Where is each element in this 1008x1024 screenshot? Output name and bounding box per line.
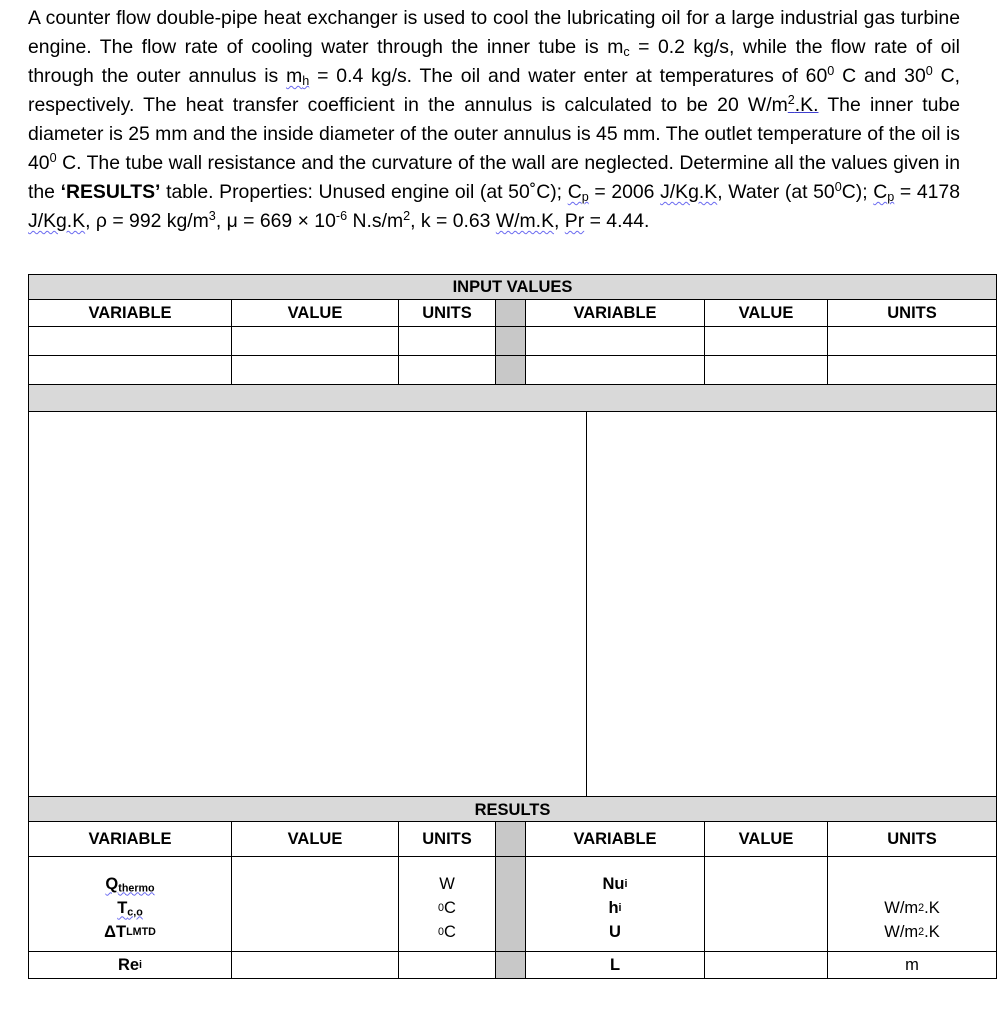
input-cell[interactable] [525, 326, 705, 356]
results-title: RESULTS [474, 801, 551, 819]
results-band [28, 796, 997, 822]
results-left-variables [28, 856, 232, 956]
results-right-units [827, 856, 997, 956]
result-var-nui: Nu i [602, 874, 628, 893]
input-header-variable-2: VARIABLE [525, 299, 705, 327]
input-cell[interactable] [28, 326, 232, 356]
results-header-row [28, 821, 997, 857]
input-cell[interactable] [398, 326, 496, 356]
input-cell[interactable] [827, 355, 997, 385]
separator-band [28, 384, 997, 412]
result-var-u: U [609, 922, 621, 941]
result-var-tco: $T_{c,o}$ [117, 898, 143, 919]
results-right-variables [525, 856, 705, 956]
results-body [28, 856, 997, 956]
input-values-band [28, 274, 997, 300]
input-header-variable: VARIABLE [28, 299, 232, 327]
result-var-l: L [525, 951, 705, 979]
results-header-units-2: UNITS [827, 821, 997, 857]
result-unit-degc-2: 0 C [438, 922, 456, 941]
results-last-row [28, 951, 997, 979]
input-header-units-2: UNITS [827, 299, 997, 327]
result-var-qthermo: $Q_{thermo}$ [105, 874, 155, 895]
result-unit-m: m [827, 951, 997, 979]
work-area-left[interactable] [28, 411, 587, 797]
result-unit-cell[interactable] [398, 951, 496, 979]
results-header-variable: VARIABLE [28, 821, 232, 857]
input-cell[interactable] [704, 326, 828, 356]
input-divider [495, 299, 526, 327]
result-unit-w: W [439, 874, 455, 893]
input-divider [495, 326, 526, 356]
result-var-dtlmtd: ΔT LMTD [104, 922, 156, 941]
input-cell[interactable] [525, 355, 705, 385]
results-header-value-2: VALUE [704, 821, 828, 857]
result-var-hi: h i [608, 898, 622, 917]
results-divider [495, 856, 526, 956]
results-header-variable-2: VARIABLE [525, 821, 705, 857]
input-cell[interactable] [704, 355, 828, 385]
problem-statement: A counter flow double-pipe heat exchanger is used to cool the lubricating oil for a large industrial gas turbine engine. The flow rate of cooling water through the inner tube is $m_c = 0.2$ kg/s, while the flow rate of oil through the outer annulus is $m_h = 0.4$ kg/s. The oil and water enter at temperatures of $60^0$ C and $30^0$ C, respectively. The heat transfer coefficient in the annulus is calculated to be 20 $W/m^2.K$. The inner tube diameter is 25 mm and the inside diameter of the outer annulus is 45 mm. The outlet temperature of the oil is $40^0$ C. The tube wall resistance and the curvature of the wall are neglected. Determine all the values given in the ‘RESULTS’ table. Properties: Unused engine oil (at 50˚C); $C_p = 2006$ J/Kg.K, Water (at $50^0C$); $C_p = 4178$ J/Kg.K, ρ = 992 $kg/m^3$, $\mu = 669 \times 10^{-6}$ $N.s/m^2$, k = 0.63 W/m.K, Pr = 4.44. [28, 7, 960, 232]
input-cell[interactable] [28, 355, 232, 385]
result-unit-degc: 0 C [438, 898, 456, 917]
result-var-rei: Re i [28, 951, 232, 979]
input-header-units: UNITS [398, 299, 496, 327]
input-cell[interactable] [231, 355, 399, 385]
input-header-value: VALUE [231, 299, 399, 327]
results-divider [495, 821, 526, 857]
input-cell[interactable] [398, 355, 496, 385]
results-header-units: UNITS [398, 821, 496, 857]
input-header-value-2: VALUE [704, 299, 828, 327]
results-left-units [398, 856, 496, 956]
input-cell[interactable] [827, 326, 997, 356]
result-value-cell-2[interactable] [704, 856, 828, 956]
result-unit-wm2k: W/m 2 .K [884, 898, 940, 917]
result-value-cell[interactable] [231, 856, 399, 956]
result-value-cell-2[interactable] [704, 951, 828, 979]
input-row-2 [28, 355, 997, 385]
work-area-right[interactable] [586, 411, 997, 797]
result-unit-wm2k-2: W/m 2 .K [884, 922, 940, 941]
input-divider [495, 355, 526, 385]
results-header-value: VALUE [231, 821, 399, 857]
result-value-cell[interactable] [231, 951, 399, 979]
input-cell[interactable] [231, 326, 399, 356]
results-divider [495, 951, 526, 979]
input-header-row [28, 299, 997, 327]
input-values-title: INPUT VALUES [452, 278, 573, 296]
input-row-1 [28, 326, 997, 356]
